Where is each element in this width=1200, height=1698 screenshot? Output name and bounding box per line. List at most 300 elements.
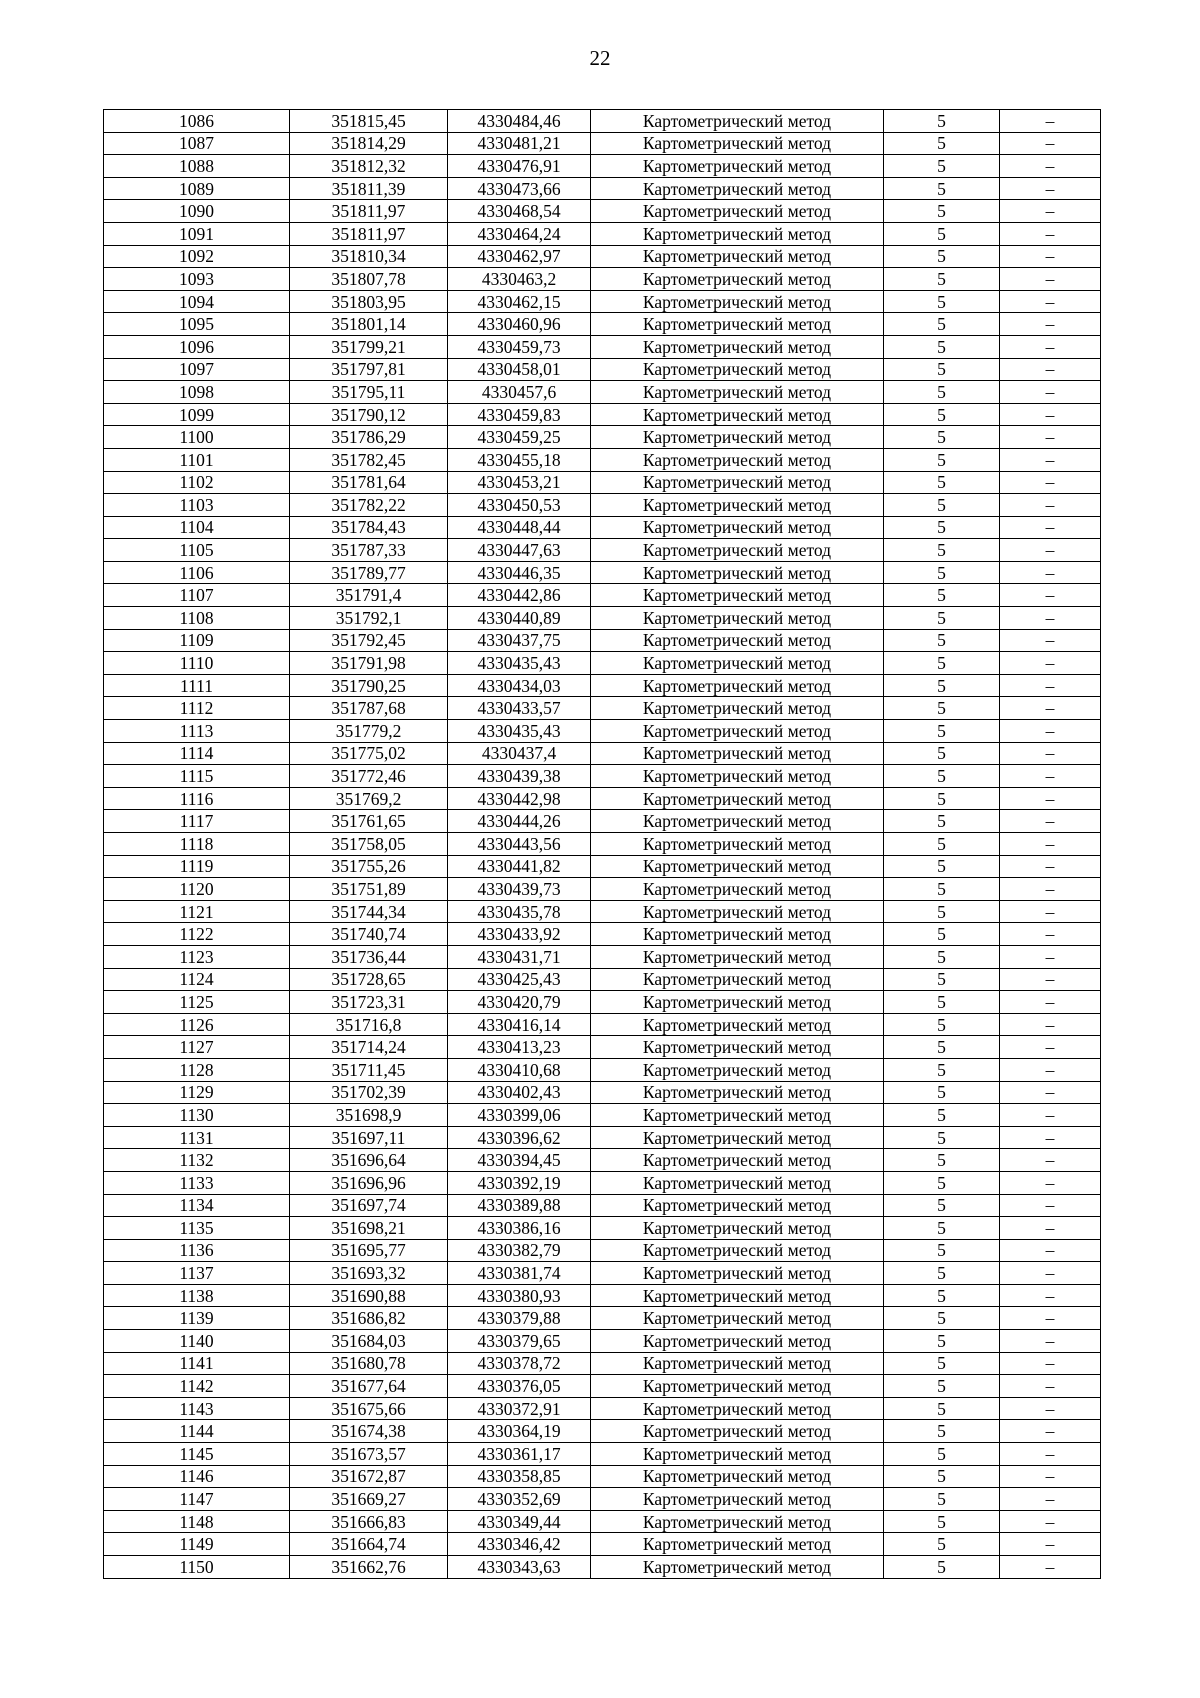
cell-description: – <box>1000 313 1101 336</box>
cell-point-number: 1144 <box>104 1420 290 1443</box>
cell-point-number: 1135 <box>104 1217 290 1240</box>
table-row <box>104 697 1101 720</box>
cell-precision: 5 <box>884 1465 1000 1488</box>
cell-point-number: 1106 <box>104 561 290 584</box>
cell-x-coordinate: 351791,98 <box>290 652 448 675</box>
cell-precision: 5 <box>884 991 1000 1014</box>
cell-method: Картометрический метод <box>591 1375 884 1398</box>
cell-y-coordinate: 4330437,4 <box>448 742 591 765</box>
cell-method: Картометрический метод <box>591 1126 884 1149</box>
cell-method: Картометрический метод <box>591 1239 884 1262</box>
cell-point-number: 1087 <box>104 132 290 155</box>
cell-method: Картометрический метод <box>591 222 884 245</box>
cell-x-coordinate: 351673,57 <box>290 1443 448 1466</box>
cell-y-coordinate: 4330416,14 <box>448 1013 591 1036</box>
table-row <box>104 335 1101 358</box>
cell-precision: 5 <box>884 1556 1000 1579</box>
cell-description: – <box>1000 742 1101 765</box>
cell-description: – <box>1000 290 1101 313</box>
cell-precision: 5 <box>884 471 1000 494</box>
cell-x-coordinate: 351811,39 <box>290 177 448 200</box>
cell-description: – <box>1000 1149 1101 1172</box>
cell-point-number: 1134 <box>104 1194 290 1217</box>
cell-method: Картометрический метод <box>591 471 884 494</box>
cell-point-number: 1089 <box>104 177 290 200</box>
cell-y-coordinate: 4330459,73 <box>448 335 591 358</box>
cell-description: – <box>1000 1171 1101 1194</box>
cell-description: – <box>1000 1510 1101 1533</box>
cell-y-coordinate: 4330413,23 <box>448 1036 591 1059</box>
cell-method: Картометрический метод <box>591 833 884 856</box>
cell-method: Картометрический метод <box>591 1397 884 1420</box>
cell-method: Картометрический метод <box>591 403 884 426</box>
cell-description: – <box>1000 1126 1101 1149</box>
cell-precision: 5 <box>884 448 1000 471</box>
cell-y-coordinate: 4330457,6 <box>448 381 591 404</box>
cell-y-coordinate: 4330433,92 <box>448 923 591 946</box>
cell-method: Картометрический метод <box>591 652 884 675</box>
cell-precision: 5 <box>884 855 1000 878</box>
cell-y-coordinate: 4330476,91 <box>448 155 591 178</box>
cell-point-number: 1133 <box>104 1171 290 1194</box>
cell-point-number: 1090 <box>104 200 290 223</box>
cell-x-coordinate: 351787,68 <box>290 697 448 720</box>
cell-x-coordinate: 351811,97 <box>290 222 448 245</box>
cell-method: Картометрический метод <box>591 426 884 449</box>
cell-y-coordinate: 4330433,57 <box>448 697 591 720</box>
cell-x-coordinate: 351723,31 <box>290 991 448 1014</box>
cell-point-number: 1105 <box>104 539 290 562</box>
cell-description: – <box>1000 968 1101 991</box>
cell-x-coordinate: 351758,05 <box>290 833 448 856</box>
table-row <box>104 991 1101 1014</box>
cell-x-coordinate: 351790,12 <box>290 403 448 426</box>
cell-precision: 5 <box>884 968 1000 991</box>
cell-point-number: 1148 <box>104 1510 290 1533</box>
cell-method: Картометрический метод <box>591 1307 884 1330</box>
cell-precision: 5 <box>884 539 1000 562</box>
cell-x-coordinate: 351711,45 <box>290 1058 448 1081</box>
cell-x-coordinate: 351789,77 <box>290 561 448 584</box>
cell-x-coordinate: 351698,21 <box>290 1217 448 1240</box>
table-row <box>104 1081 1101 1104</box>
cell-description: – <box>1000 1307 1101 1330</box>
cell-y-coordinate: 4330379,65 <box>448 1330 591 1353</box>
cell-precision: 5 <box>884 268 1000 291</box>
table-row <box>104 222 1101 245</box>
cell-point-number: 1113 <box>104 720 290 743</box>
cell-point-number: 1112 <box>104 697 290 720</box>
cell-y-coordinate: 4330455,18 <box>448 448 591 471</box>
cell-y-coordinate: 4330450,53 <box>448 494 591 517</box>
cell-description: – <box>1000 855 1101 878</box>
cell-description: – <box>1000 1420 1101 1443</box>
cell-x-coordinate: 351675,66 <box>290 1397 448 1420</box>
cell-point-number: 1139 <box>104 1307 290 1330</box>
cell-x-coordinate: 351812,32 <box>290 155 448 178</box>
cell-description: – <box>1000 177 1101 200</box>
cell-point-number: 1115 <box>104 765 290 788</box>
cell-x-coordinate: 351799,21 <box>290 335 448 358</box>
cell-y-coordinate: 4330349,44 <box>448 1510 591 1533</box>
cell-y-coordinate: 4330462,15 <box>448 290 591 313</box>
cell-description: – <box>1000 155 1101 178</box>
cell-precision: 5 <box>884 765 1000 788</box>
cell-description: – <box>1000 471 1101 494</box>
cell-y-coordinate: 4330382,79 <box>448 1239 591 1262</box>
cell-precision: 5 <box>884 1171 1000 1194</box>
cell-description: – <box>1000 539 1101 562</box>
table-row <box>104 110 1101 133</box>
cell-description: – <box>1000 1465 1101 1488</box>
table-row <box>104 1171 1101 1194</box>
table-row <box>104 1397 1101 1420</box>
cell-x-coordinate: 351702,39 <box>290 1081 448 1104</box>
table-row <box>104 855 1101 878</box>
table-row <box>104 945 1101 968</box>
cell-y-coordinate: 4330462,97 <box>448 245 591 268</box>
table-row <box>104 810 1101 833</box>
cell-point-number: 1101 <box>104 448 290 471</box>
cell-description: – <box>1000 1397 1101 1420</box>
cell-precision: 5 <box>884 584 1000 607</box>
cell-method: Картометрический метод <box>591 539 884 562</box>
cell-x-coordinate: 351782,22 <box>290 494 448 517</box>
table-row <box>104 1420 1101 1443</box>
cell-point-number: 1150 <box>104 1556 290 1579</box>
cell-precision: 5 <box>884 1149 1000 1172</box>
cell-x-coordinate: 351810,34 <box>290 245 448 268</box>
cell-description: – <box>1000 403 1101 426</box>
cell-x-coordinate: 351801,14 <box>290 313 448 336</box>
cell-y-coordinate: 4330463,2 <box>448 268 591 291</box>
table-row <box>104 200 1101 223</box>
cell-description: – <box>1000 584 1101 607</box>
cell-method: Картометрический метод <box>591 1171 884 1194</box>
cell-description: – <box>1000 335 1101 358</box>
table-row <box>104 1058 1101 1081</box>
cell-precision: 5 <box>884 494 1000 517</box>
cell-method: Картометрический метод <box>591 494 884 517</box>
table-row <box>104 290 1101 313</box>
cell-description: – <box>1000 1330 1101 1353</box>
cell-description: – <box>1000 900 1101 923</box>
cell-method: Картометрический метод <box>591 177 884 200</box>
cell-description: – <box>1000 810 1101 833</box>
cell-precision: 5 <box>884 900 1000 923</box>
cell-point-number: 1086 <box>104 110 290 133</box>
cell-y-coordinate: 4330447,63 <box>448 539 591 562</box>
table-row <box>104 833 1101 856</box>
table-row <box>104 1126 1101 1149</box>
cell-y-coordinate: 4330392,19 <box>448 1171 591 1194</box>
cell-x-coordinate: 351697,74 <box>290 1194 448 1217</box>
cell-precision: 5 <box>884 200 1000 223</box>
cell-precision: 5 <box>884 335 1000 358</box>
table-row <box>104 1194 1101 1217</box>
cell-y-coordinate: 4330434,03 <box>448 674 591 697</box>
cell-precision: 5 <box>884 1330 1000 1353</box>
cell-description: – <box>1000 787 1101 810</box>
cell-precision: 5 <box>884 1533 1000 1556</box>
table-row <box>104 1239 1101 1262</box>
table-row <box>104 471 1101 494</box>
cell-point-number: 1104 <box>104 516 290 539</box>
table-row <box>104 584 1101 607</box>
cell-y-coordinate: 4330402,43 <box>448 1081 591 1104</box>
table-row <box>104 1284 1101 1307</box>
cell-x-coordinate: 351686,82 <box>290 1307 448 1330</box>
table-row <box>104 1013 1101 1036</box>
cell-x-coordinate: 351751,89 <box>290 878 448 901</box>
cell-x-coordinate: 351761,65 <box>290 810 448 833</box>
cell-y-coordinate: 4330459,83 <box>448 403 591 426</box>
cell-description: – <box>1000 358 1101 381</box>
cell-description: – <box>1000 1488 1101 1511</box>
cell-precision: 5 <box>884 742 1000 765</box>
cell-y-coordinate: 4330442,98 <box>448 787 591 810</box>
cell-precision: 5 <box>884 1352 1000 1375</box>
cell-x-coordinate: 351790,25 <box>290 674 448 697</box>
cell-description: – <box>1000 448 1101 471</box>
table-row <box>104 1533 1101 1556</box>
cell-x-coordinate: 351664,74 <box>290 1533 448 1556</box>
cell-y-coordinate: 4330440,89 <box>448 607 591 630</box>
cell-y-coordinate: 4330346,42 <box>448 1533 591 1556</box>
cell-y-coordinate: 4330431,71 <box>448 945 591 968</box>
cell-precision: 5 <box>884 629 1000 652</box>
cell-point-number: 1099 <box>104 403 290 426</box>
cell-precision: 5 <box>884 1397 1000 1420</box>
table-row <box>104 1330 1101 1353</box>
cell-y-coordinate: 4330435,43 <box>448 720 591 743</box>
cell-y-coordinate: 4330399,06 <box>448 1104 591 1127</box>
cell-y-coordinate: 4330372,91 <box>448 1397 591 1420</box>
cell-y-coordinate: 4330389,88 <box>448 1194 591 1217</box>
cell-y-coordinate: 4330425,43 <box>448 968 591 991</box>
cell-method: Картометрический метод <box>591 1013 884 1036</box>
cell-point-number: 1131 <box>104 1126 290 1149</box>
table-row <box>104 878 1101 901</box>
cell-point-number: 1127 <box>104 1036 290 1059</box>
cell-description: – <box>1000 1217 1101 1240</box>
cell-precision: 5 <box>884 697 1000 720</box>
table-row <box>104 516 1101 539</box>
cell-y-coordinate: 4330468,54 <box>448 200 591 223</box>
cell-precision: 5 <box>884 1126 1000 1149</box>
cell-precision: 5 <box>884 290 1000 313</box>
cell-point-number: 1119 <box>104 855 290 878</box>
table-row <box>104 132 1101 155</box>
cell-method: Картометрический метод <box>591 1420 884 1443</box>
table-row <box>104 426 1101 449</box>
cell-point-number: 1116 <box>104 787 290 810</box>
table-row <box>104 1510 1101 1533</box>
table-row <box>104 1465 1101 1488</box>
cell-point-number: 1098 <box>104 381 290 404</box>
cell-x-coordinate: 351792,45 <box>290 629 448 652</box>
cell-precision: 5 <box>884 1239 1000 1262</box>
cell-method: Картометрический метод <box>591 674 884 697</box>
cell-method: Картометрический метод <box>591 945 884 968</box>
cell-method: Картометрический метод <box>591 448 884 471</box>
cell-y-coordinate: 4330378,72 <box>448 1352 591 1375</box>
cell-precision: 5 <box>884 1307 1000 1330</box>
table-row <box>104 1149 1101 1172</box>
cell-method: Картометрический метод <box>591 1149 884 1172</box>
table-row <box>104 607 1101 630</box>
cell-description: – <box>1000 381 1101 404</box>
cell-description: – <box>1000 1194 1101 1217</box>
cell-method: Картометрический метод <box>591 132 884 155</box>
cell-method: Картометрический метод <box>591 810 884 833</box>
cell-precision: 5 <box>884 945 1000 968</box>
cell-precision: 5 <box>884 561 1000 584</box>
cell-method: Картометрический метод <box>591 1533 884 1556</box>
cell-method: Картометрический метод <box>591 1488 884 1511</box>
cell-precision: 5 <box>884 222 1000 245</box>
cell-x-coordinate: 351662,76 <box>290 1556 448 1579</box>
cell-description: – <box>1000 1013 1101 1036</box>
cell-y-coordinate: 4330442,86 <box>448 584 591 607</box>
cell-y-coordinate: 4330380,93 <box>448 1284 591 1307</box>
cell-point-number: 1096 <box>104 335 290 358</box>
cell-point-number: 1091 <box>104 222 290 245</box>
table-row <box>104 1375 1101 1398</box>
cell-method: Картометрический метод <box>591 629 884 652</box>
cell-point-number: 1088 <box>104 155 290 178</box>
cell-x-coordinate: 351781,64 <box>290 471 448 494</box>
cell-point-number: 1121 <box>104 900 290 923</box>
cell-x-coordinate: 351807,78 <box>290 268 448 291</box>
cell-x-coordinate: 351744,34 <box>290 900 448 923</box>
cell-x-coordinate: 351696,96 <box>290 1171 448 1194</box>
cell-precision: 5 <box>884 878 1000 901</box>
cell-x-coordinate: 351674,38 <box>290 1420 448 1443</box>
cell-y-coordinate: 4330453,21 <box>448 471 591 494</box>
cell-precision: 5 <box>884 155 1000 178</box>
cell-point-number: 1092 <box>104 245 290 268</box>
cell-y-coordinate: 4330435,43 <box>448 652 591 675</box>
cell-point-number: 1141 <box>104 1352 290 1375</box>
cell-description: – <box>1000 833 1101 856</box>
cell-description: – <box>1000 720 1101 743</box>
cell-description: – <box>1000 697 1101 720</box>
cell-description: – <box>1000 1081 1101 1104</box>
cell-precision: 5 <box>884 1375 1000 1398</box>
cell-precision: 5 <box>884 426 1000 449</box>
cell-description: – <box>1000 1556 1101 1579</box>
cell-precision: 5 <box>884 1104 1000 1127</box>
cell-precision: 5 <box>884 313 1000 336</box>
cell-point-number: 1122 <box>104 923 290 946</box>
cell-method: Картометрический метод <box>591 1262 884 1285</box>
cell-y-coordinate: 4330460,96 <box>448 313 591 336</box>
cell-x-coordinate: 351772,46 <box>290 765 448 788</box>
cell-description: – <box>1000 1533 1101 1556</box>
table-row <box>104 1307 1101 1330</box>
table-row <box>104 268 1101 291</box>
cell-precision: 5 <box>884 652 1000 675</box>
cell-x-coordinate: 351787,33 <box>290 539 448 562</box>
cell-point-number: 1100 <box>104 426 290 449</box>
cell-precision: 5 <box>884 833 1000 856</box>
cell-x-coordinate: 351690,88 <box>290 1284 448 1307</box>
cell-description: – <box>1000 1284 1101 1307</box>
cell-point-number: 1130 <box>104 1104 290 1127</box>
cell-point-number: 1103 <box>104 494 290 517</box>
cell-description: – <box>1000 1058 1101 1081</box>
table-row <box>104 923 1101 946</box>
cell-y-coordinate: 4330435,78 <box>448 900 591 923</box>
cell-x-coordinate: 351797,81 <box>290 358 448 381</box>
cell-precision: 5 <box>884 516 1000 539</box>
cell-point-number: 1143 <box>104 1397 290 1420</box>
cell-precision: 5 <box>884 1058 1000 1081</box>
cell-x-coordinate: 351695,77 <box>290 1239 448 1262</box>
cell-precision: 5 <box>884 720 1000 743</box>
cell-description: – <box>1000 923 1101 946</box>
cell-y-coordinate: 4330464,24 <box>448 222 591 245</box>
cell-point-number: 1123 <box>104 945 290 968</box>
cell-point-number: 1094 <box>104 290 290 313</box>
cell-x-coordinate: 351795,11 <box>290 381 448 404</box>
cell-description: – <box>1000 991 1101 1014</box>
cell-y-coordinate: 4330379,88 <box>448 1307 591 1330</box>
cell-description: – <box>1000 494 1101 517</box>
table-row <box>104 765 1101 788</box>
cell-method: Картометрический метод <box>591 561 884 584</box>
cell-x-coordinate: 351769,2 <box>290 787 448 810</box>
cell-precision: 5 <box>884 245 1000 268</box>
cell-point-number: 1120 <box>104 878 290 901</box>
cell-x-coordinate: 351698,9 <box>290 1104 448 1127</box>
cell-method: Картометрический метод <box>591 358 884 381</box>
table-row <box>104 1443 1101 1466</box>
table-row <box>104 1262 1101 1285</box>
cell-method: Картометрический метод <box>591 765 884 788</box>
table-row <box>104 403 1101 426</box>
table-row <box>104 1217 1101 1240</box>
cell-precision: 5 <box>884 607 1000 630</box>
cell-point-number: 1136 <box>104 1239 290 1262</box>
cell-precision: 5 <box>884 1081 1000 1104</box>
cell-description: – <box>1000 607 1101 630</box>
cell-method: Картометрический метод <box>591 607 884 630</box>
cell-method: Картометрический метод <box>591 1036 884 1059</box>
cell-precision: 5 <box>884 358 1000 381</box>
cell-method: Картометрический метод <box>591 1058 884 1081</box>
cell-x-coordinate: 351714,24 <box>290 1036 448 1059</box>
cell-x-coordinate: 351684,03 <box>290 1330 448 1353</box>
cell-y-coordinate: 4330420,79 <box>448 991 591 1014</box>
table-row <box>104 900 1101 923</box>
cell-precision: 5 <box>884 381 1000 404</box>
cell-x-coordinate: 351782,45 <box>290 448 448 471</box>
cell-y-coordinate: 4330361,17 <box>448 1443 591 1466</box>
cell-method: Картометрический метод <box>591 155 884 178</box>
cell-description: – <box>1000 426 1101 449</box>
cell-precision: 5 <box>884 110 1000 133</box>
cell-y-coordinate: 4330410,68 <box>448 1058 591 1081</box>
cell-method: Картометрический метод <box>591 1217 884 1240</box>
cell-method: Картометрический метод <box>591 720 884 743</box>
cell-description: – <box>1000 945 1101 968</box>
cell-point-number: 1125 <box>104 991 290 1014</box>
cell-description: – <box>1000 765 1101 788</box>
cell-y-coordinate: 4330481,21 <box>448 132 591 155</box>
cell-x-coordinate: 351755,26 <box>290 855 448 878</box>
